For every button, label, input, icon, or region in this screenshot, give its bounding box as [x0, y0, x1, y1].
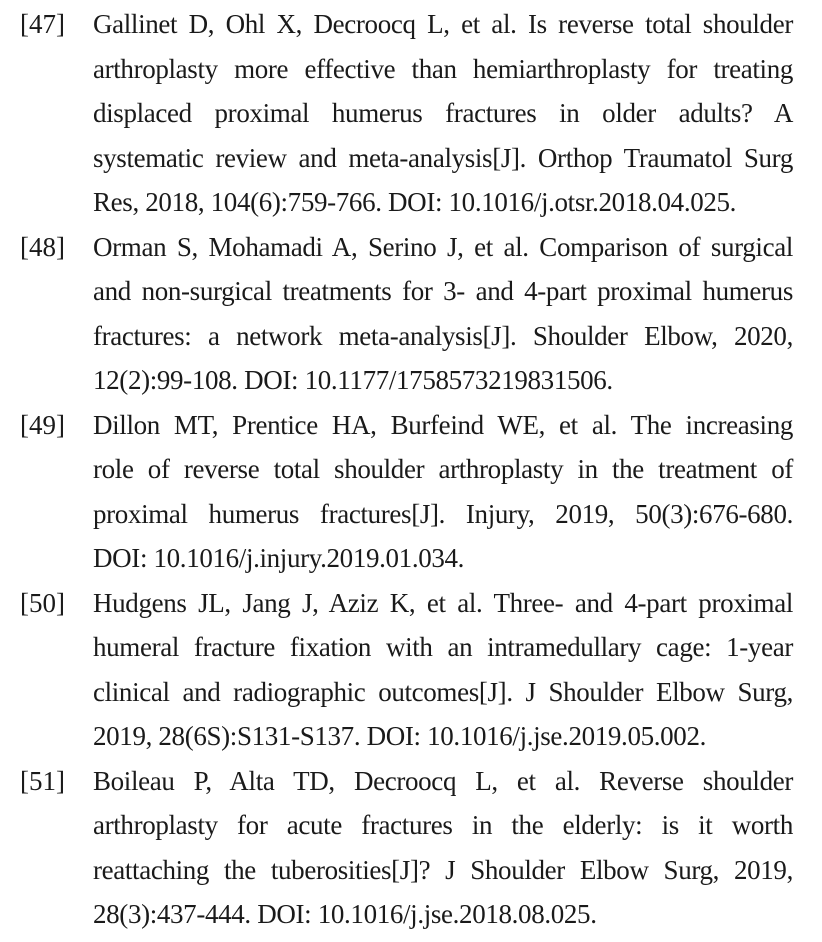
- reference-text-line: systematic review and meta-analysis[J]. Orthop Traumatol Surg: [93, 143, 793, 173]
- reference-text-line: displaced proximal humerus fractures in older adults? A: [93, 98, 793, 128]
- reference-text-line: 28(3):437-444. DOI: 10.1016/j.jse.2018.08.025.: [93, 899, 597, 929]
- reference-number: [50]: [20, 588, 65, 618]
- reference-number: [51]: [20, 766, 65, 796]
- reference-text-line: Dillon MT, Prentice HA, Burfeind WE, et al. The increasing: [93, 410, 793, 440]
- reference-text-line: humeral fracture fixation with an intramedullary cage: 1-year: [93, 632, 793, 662]
- reference-text-line: fractures: a network meta-analysis[J]. Shoulder Elbow, 2020,: [93, 321, 793, 351]
- reference-text-line: 2019, 28(6S):S131-S137. DOI: 10.1016/j.jse.2019.05.002.: [93, 721, 707, 751]
- reference-text-line: 12(2):99-108. DOI: 10.1177/1758573219831506.: [93, 365, 613, 395]
- reference-text-line: Boileau P, Alta TD, Decroocq L, et al. Reverse shoulder: [93, 766, 793, 796]
- reference-text-line: arthroplasty for acute fractures in the elderly: is it worth: [93, 810, 793, 840]
- reference-text-line: proximal humerus fractures[J]. Injury, 2019, 50(3):676-680.: [93, 499, 793, 529]
- reference-text-line: Orman S, Mohamadi A, Serino J, et al. Comparison of surgical: [93, 232, 793, 262]
- reference-text-line: and non-surgical treatments for 3- and 4-part proximal humerus: [93, 276, 793, 306]
- reference-number: [47]: [20, 9, 65, 39]
- reference-text-line: Hudgens JL, Jang J, Aziz K, et al. Three- and 4-part proximal: [93, 588, 793, 618]
- reference-number: [48]: [20, 232, 65, 262]
- reference-number: [49]: [20, 410, 65, 440]
- reference-text-line: Gallinet D, Ohl X, Decroocq L, et al. Is reverse total shoulder: [93, 9, 793, 39]
- reference-text-line: clinical and radiographic outcomes[J]. J Shoulder Elbow Surg,: [93, 677, 793, 707]
- reference-text-line: role of reverse total shoulder arthroplasty in the treatment of: [93, 454, 793, 484]
- reference-text-line: reattaching the tuberosities[J]? J Shoulder Elbow Surg, 2019,: [93, 855, 793, 885]
- reference-text-line: arthroplasty more effective than hemiarthroplasty for treating: [93, 54, 793, 84]
- reference-text-line: Res, 2018, 104(6):759-766. DOI: 10.1016/j.otsr.2018.04.025.: [93, 187, 737, 217]
- reference-text-line: DOI: 10.1016/j.injury.2019.01.034.: [93, 543, 465, 573]
